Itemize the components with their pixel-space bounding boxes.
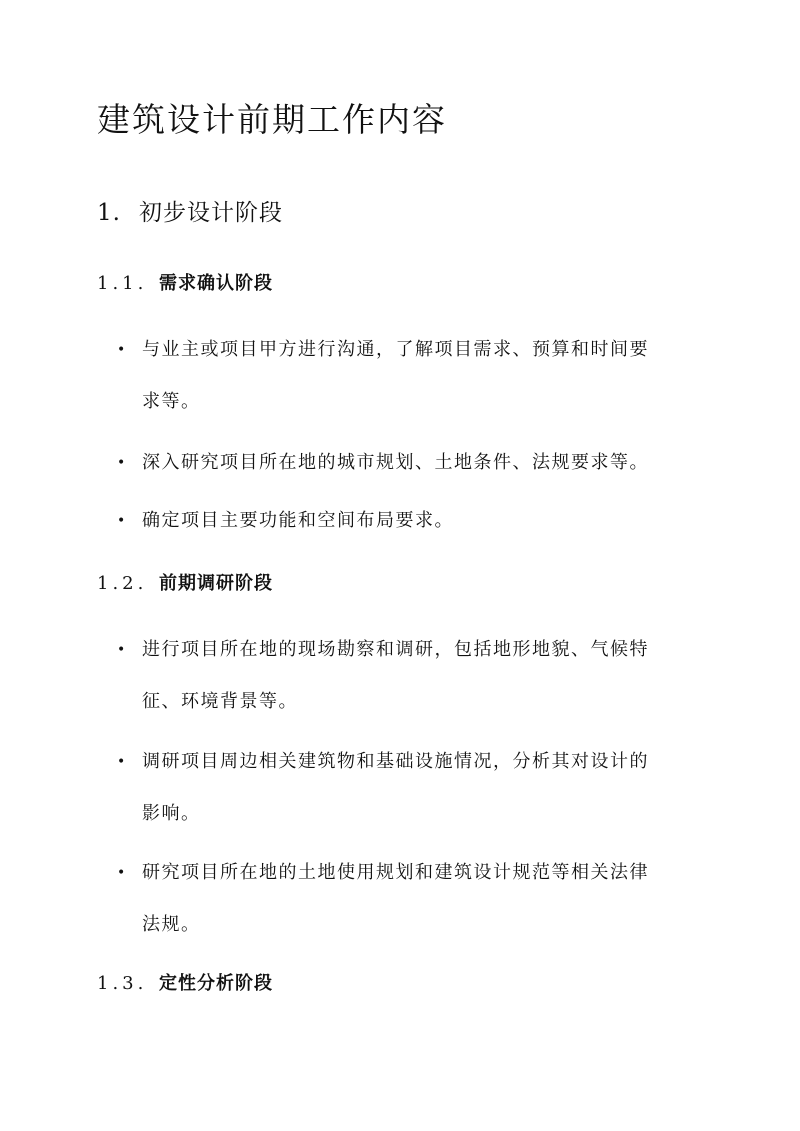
list-item-text: 调研项目周边相关建筑物和基础设施情况，分析其对设计的 影响。 xyxy=(142,751,649,824)
list-item-text: 确定项目主要功能和空间布局要求。 xyxy=(142,510,454,531)
subsection-title: 定性分析阶段 xyxy=(159,973,273,994)
bullet-icon: • xyxy=(117,455,127,471)
document-title: 建筑设计前期工作内容 xyxy=(97,100,447,139)
section-title: 初步设计阶段 xyxy=(139,200,283,226)
list-item xyxy=(117,437,697,489)
list-item xyxy=(117,324,697,428)
subsection-title: 需求确认阶段 xyxy=(159,273,273,294)
list-item-text: 与业主或项目甲方进行沟通，了解项目需求、预算和时间要 求等。 xyxy=(142,339,649,412)
list-item xyxy=(117,847,697,951)
list-item-text: 进行项目所在地的现场勘察和调研，包括地形地貌、气候特 征、环境背景等。 xyxy=(142,639,649,712)
subsection-heading-1-3 xyxy=(97,970,273,998)
subsection-number: 1.1. xyxy=(97,273,148,294)
list-item-text: 研究项目所在地的土地使用规划和建筑设计规范等相关法律 法规。 xyxy=(142,862,649,935)
bullet-icon: • xyxy=(117,342,127,358)
subsection-number: 1.2. xyxy=(97,573,148,594)
subsection-number: 1.3. xyxy=(97,973,148,994)
bullet-icon: • xyxy=(117,865,127,881)
subsection-title: 前期调研阶段 xyxy=(159,573,273,594)
subsection-heading-1-2 xyxy=(97,570,273,598)
list-item-text: 深入研究项目所在地的城市规划、土地条件、法规要求等。 xyxy=(142,452,649,473)
list-item xyxy=(117,736,697,840)
list-item xyxy=(117,624,697,728)
section-number: 1. xyxy=(97,200,121,226)
subsection-heading-1-1 xyxy=(97,270,273,298)
bullet-icon: • xyxy=(117,754,127,770)
bullet-icon: • xyxy=(117,642,127,658)
list-item xyxy=(117,495,697,547)
bullet-icon: • xyxy=(117,513,127,529)
section-heading-1 xyxy=(97,196,283,230)
